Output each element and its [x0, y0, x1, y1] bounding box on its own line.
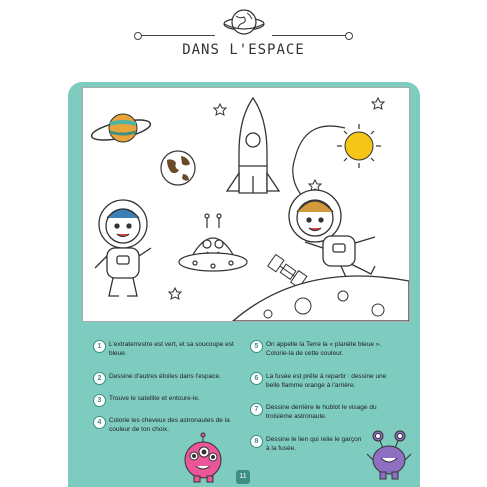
task-text: L'extraterrestre est vert, et sa soucoupe est bleue.: [109, 341, 234, 357]
rocket-illustration: [227, 98, 279, 193]
task-text: Dessine d'autres étoiles dans l'espace.: [109, 373, 221, 380]
sun-illustration: [337, 124, 381, 168]
task-text: Dessine derrière le hublot le visage du troisième astronaute.: [266, 404, 377, 420]
task-number: 8: [250, 435, 263, 448]
task-text: Trouve le satellite et entoure-le.: [109, 395, 200, 402]
alien-saucer-illustration: [179, 214, 247, 271]
purple-monster-illustration: [366, 426, 412, 482]
task-text: Colorie les cheveux des astronautes de la couleur de ton choix.: [109, 417, 230, 433]
moon-illustration: [233, 276, 409, 321]
page-number: 11: [236, 470, 250, 484]
page-header: [0, 0, 487, 88]
header-rule-dot-right: [345, 32, 353, 40]
task-number: 2: [93, 372, 106, 385]
header-rule-left: [140, 35, 215, 36]
task-number: 4: [93, 416, 106, 429]
satellite-illustration: [268, 255, 307, 288]
task-text: Dessine le lien qui relie le garçon à la fusée.: [266, 436, 362, 452]
page-title: DANS L'ESPACE: [182, 42, 305, 58]
task-text: On appelle la Terre la « planète bleue ». Colorie-la de cette couleur.: [266, 341, 382, 357]
task-number: 5: [250, 340, 263, 353]
header-rule-dot-left: [134, 32, 142, 40]
planet-icon: [222, 4, 266, 40]
pink-monster-illustration: [180, 432, 226, 484]
task-text: La fusée est prête à repartir : dessine une belle flamme orange à l'arrière.: [266, 373, 387, 389]
task-number: 7: [250, 403, 263, 416]
earth-illustration: [161, 151, 195, 185]
task-number: 6: [250, 372, 263, 385]
header-rule-right: [272, 35, 347, 36]
task-number: 3: [93, 394, 106, 407]
task-number: 1: [93, 340, 106, 353]
coloring-scene: [82, 87, 410, 322]
saturn-illustration: [90, 114, 152, 144]
astronaut-girl-illustration: [289, 190, 375, 284]
astronaut-boy-illustration: [95, 200, 151, 296]
